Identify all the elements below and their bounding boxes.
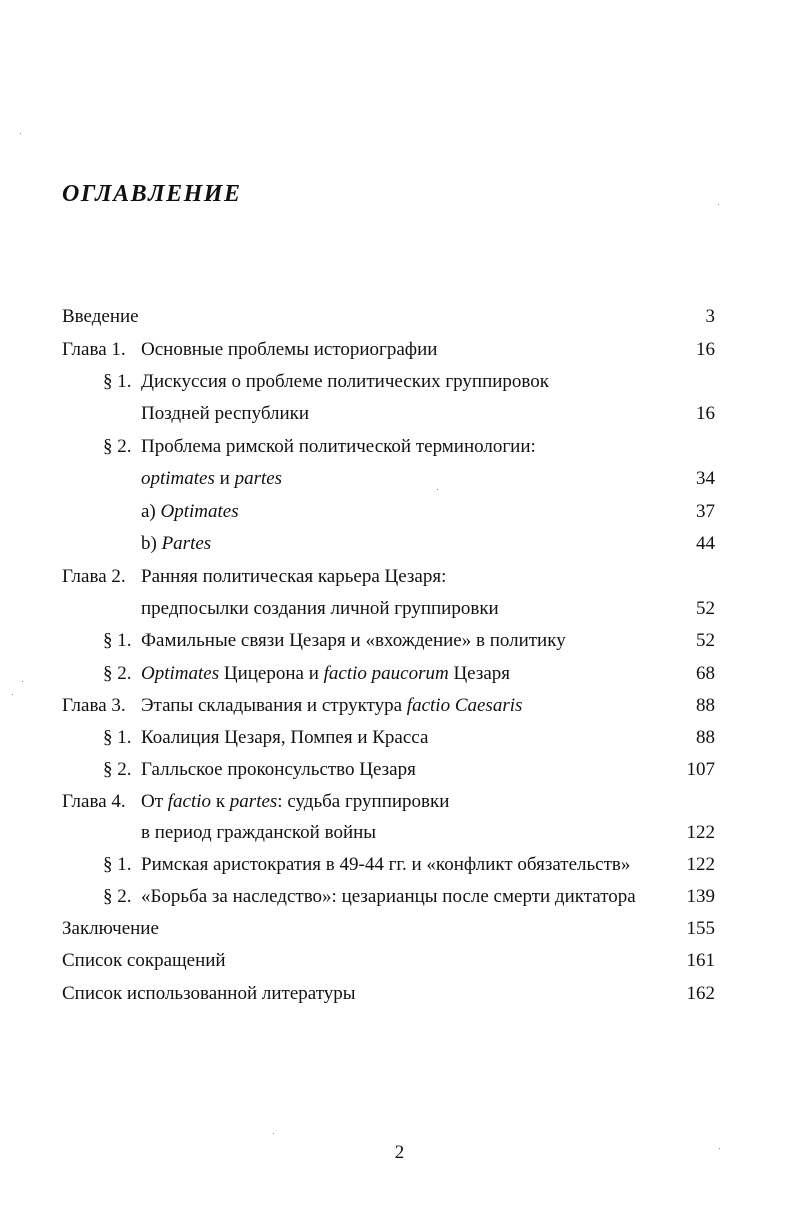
toc-chapter-label: Глава 3. — [62, 695, 126, 716]
toc-section-label: § 1. — [103, 727, 132, 748]
toc-section-label: § 1. — [103, 630, 132, 651]
latin-term: optimates — [141, 468, 215, 489]
toc-entry-text: Введение — [62, 306, 139, 327]
toc-entry-text — [141, 661, 510, 687]
toc-entry-text — [141, 789, 449, 815]
scan-speck — [273, 1133, 274, 1134]
toc-entry-chapter-3-section-2[interactable] — [0, 757, 799, 783]
toc-entry-chapter-1-section-2-cont[interactable] — [0, 466, 799, 492]
toc-entry-chapter-4-cont[interactable] — [0, 820, 799, 846]
toc-section-label: § 1. — [103, 854, 132, 875]
latin-term: factio Caesaris — [406, 695, 523, 716]
toc-entry-introduction[interactable] — [0, 304, 799, 330]
toc-section-label: § 2. — [103, 886, 132, 907]
toc-page-number: 122 — [686, 822, 715, 843]
toc-entry-text: Фамильные связи Цезаря и «вхождение» в политику — [141, 630, 566, 651]
toc-entry-text: Список использованной литературы — [62, 983, 356, 1004]
toc-entry-text: Коалиция Цезаря, Помпея и Красса — [141, 727, 429, 748]
toc-entry-chapter-1-section-1[interactable] — [0, 369, 799, 395]
toc-page-number: 34 — [696, 468, 715, 489]
toc-entry-text — [141, 531, 211, 557]
toc-section-label: § 2. — [103, 436, 132, 457]
subsection-prefix: a) — [141, 501, 161, 522]
toc-entry-abbreviations[interactable] — [0, 948, 799, 974]
toc-entry-text: «Борьба за наследство»: цезарианцы после смерти диктатора — [141, 886, 636, 907]
connector-text: Цезаря — [448, 663, 511, 684]
scan-speck — [437, 489, 438, 490]
toc-page-number: 122 — [686, 854, 715, 875]
page-number: 2 — [394, 1142, 405, 1163]
latin-term: factio — [167, 791, 212, 812]
toc-page-number: 52 — [696, 598, 715, 619]
toc-entry-chapter-2-section-2[interactable] — [0, 661, 799, 687]
toc-page-number: 68 — [696, 663, 715, 684]
scan-speck — [20, 133, 21, 134]
toc-entry-chapter-1-section-2[interactable] — [0, 434, 799, 460]
toc-entry-chapter-1-section-1-cont[interactable] — [0, 401, 799, 427]
toc-entry-chapter-1[interactable] — [0, 337, 799, 363]
toc-entry-text-continued: предпосылки создания личной группировки — [141, 598, 499, 619]
toc-entry-chapter-2[interactable] — [0, 564, 799, 590]
toc-entry-chapter-3-section-1[interactable] — [0, 725, 799, 751]
scan-speck — [12, 694, 13, 695]
toc-entry-text-continued: Поздней республики — [141, 403, 310, 424]
toc-page-number: 107 — [686, 759, 715, 780]
toc-entry-chapter-4[interactable] — [0, 789, 799, 815]
toc-page-number: 37 — [696, 501, 715, 522]
connector-text: и — [214, 468, 235, 489]
toc-page-number: 52 — [696, 630, 715, 651]
connector-text: От — [141, 791, 168, 812]
toc-entry-text: Дискуссия о проблеме политических группировок — [141, 371, 549, 392]
latin-term: Optimates — [160, 501, 239, 522]
toc-entry-text: Галльское проконсульство Цезаря — [141, 759, 416, 780]
latin-term: Optimates — [141, 663, 220, 684]
latin-term: partes — [229, 791, 278, 812]
toc-page-number: 88 — [696, 695, 715, 716]
toc-page-number: 88 — [696, 727, 715, 748]
scan-speck — [719, 1148, 720, 1149]
toc-page-number: 3 — [705, 306, 715, 327]
toc-entry-text: Римская аристократия в 49-44 гг. и «конфликт обязательств» — [141, 854, 631, 875]
toc-page-number: 155 — [686, 918, 715, 939]
toc-section-label: § 2. — [103, 663, 132, 684]
toc-entry-subsection-a[interactable] — [0, 499, 799, 525]
toc-section-label: § 1. — [103, 371, 132, 392]
toc-page-number: 162 — [686, 983, 715, 1004]
connector-text: к — [211, 791, 230, 812]
connector-text: Этапы складывания и структура — [141, 695, 407, 716]
latin-term: Partes — [161, 533, 212, 554]
toc-entry-text-continued: в период гражданской войны — [141, 822, 377, 843]
page-title: ОГЛАВЛЕНИЕ — [62, 181, 242, 207]
toc-entry-text: Заключение — [62, 918, 159, 939]
scan-speck — [718, 204, 719, 205]
toc-chapter-label: Глава 4. — [62, 791, 126, 812]
toc-entry-chapter-3[interactable] — [0, 693, 799, 719]
toc-page-number: 44 — [696, 533, 715, 554]
toc-entry-subsection-b[interactable] — [0, 531, 799, 557]
toc-entry-text: Список сокращений — [62, 950, 226, 971]
toc-entry-chapter-2-cont[interactable] — [0, 596, 799, 622]
toc-page-number: 16 — [696, 403, 715, 424]
toc-entry-text: Проблема римской политической терминологии: — [141, 436, 536, 457]
toc-entry-conclusion[interactable] — [0, 916, 799, 942]
toc-entry-text: Ранняя политическая карьера Цезаря: — [141, 566, 447, 587]
toc-page-number: 16 — [696, 339, 715, 360]
toc-entry-text — [141, 499, 239, 525]
connector-text: : судьба группировки — [277, 791, 450, 812]
toc-entry-chapter-2-section-1[interactable] — [0, 628, 799, 654]
toc-page-number: 139 — [686, 886, 715, 907]
toc-entry-text-continued — [141, 466, 282, 492]
toc-entry-text: Основные проблемы историографии — [141, 339, 438, 360]
toc-entry-chapter-4-section-2[interactable] — [0, 884, 799, 910]
toc-entry-bibliography[interactable] — [0, 981, 799, 1007]
toc-entry-text — [141, 693, 522, 719]
latin-term: factio paucorum — [323, 663, 449, 684]
subsection-prefix: b) — [141, 533, 162, 554]
toc-chapter-label: Глава 2. — [62, 566, 126, 587]
toc-chapter-label: Глава 1. — [62, 339, 126, 360]
toc-page-number: 161 — [686, 950, 715, 971]
toc-entry-chapter-4-section-1[interactable] — [0, 852, 799, 878]
connector-text: Цицерона и — [219, 663, 324, 684]
scan-speck — [22, 681, 23, 682]
latin-term: partes — [234, 468, 283, 489]
toc-section-label: § 2. — [103, 759, 132, 780]
